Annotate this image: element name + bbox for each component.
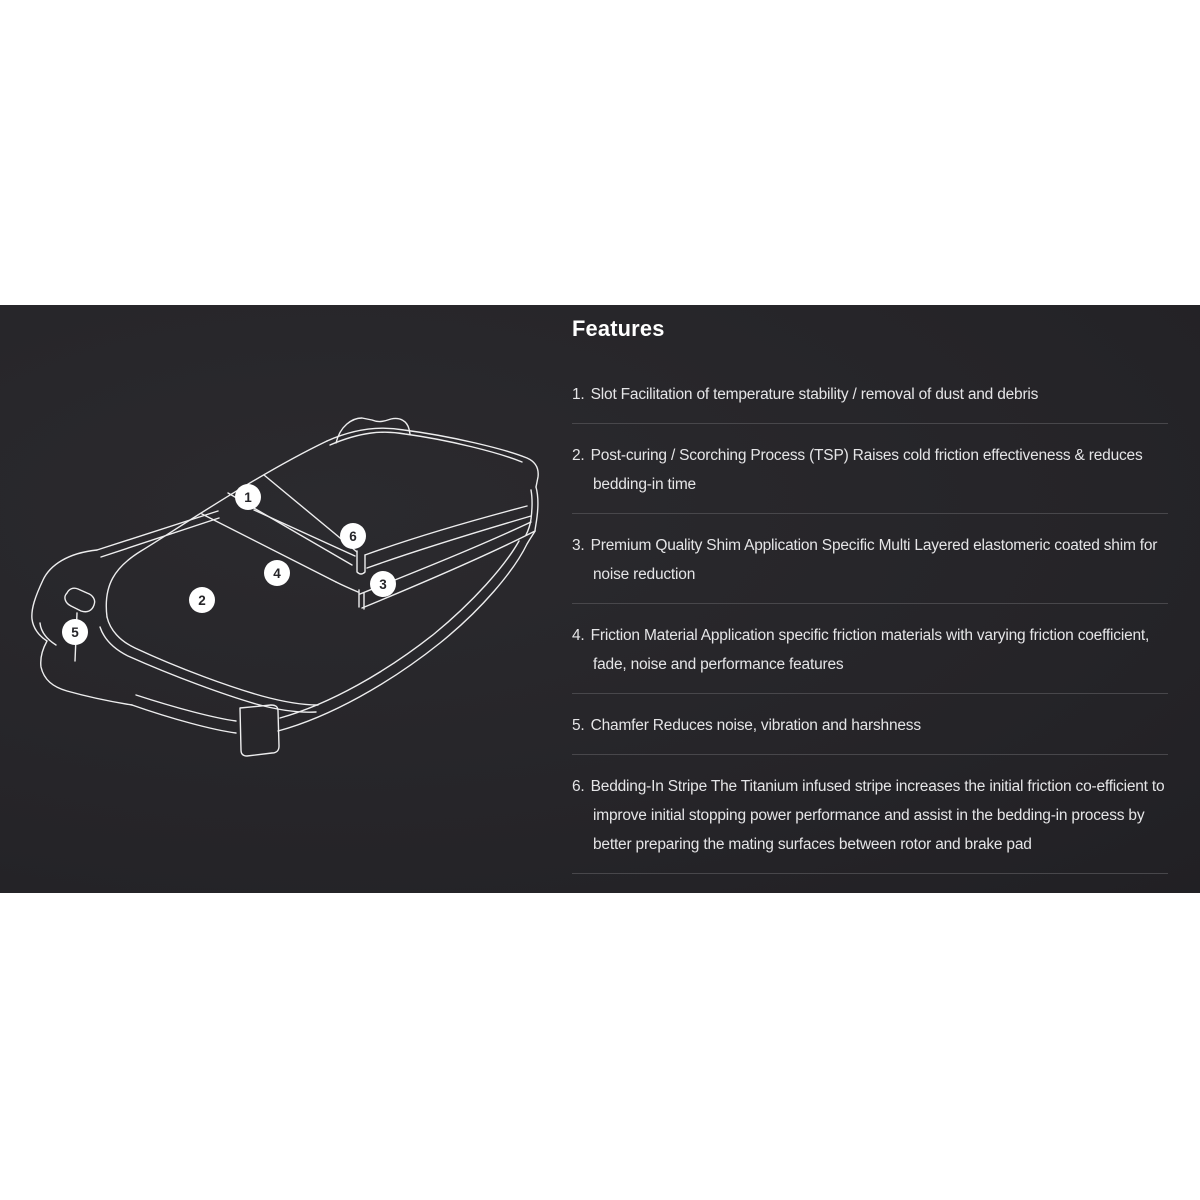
feature-item (572, 755, 1168, 874)
feature-text: Friction Material Application specific friction materials with varying friction coefficient, fade, noise and performance features (590, 627, 1150, 673)
features-heading: Features (572, 316, 665, 341)
feature-text: Premium Quality Shim Application Specific Multi Layered elastomeric coated shim for noise reduction (590, 537, 1158, 583)
svg-text:2: 2 (198, 592, 206, 608)
feature-text: Bedding-In Stripe The Titanium infused stripe increases the initial friction co-efficient to improve initial stopping power performance and assist in the bedding-in process by better preparing the mating surfaces between rotor and brake pad (590, 778, 1165, 853)
callout-marker-4 (264, 560, 290, 586)
feature-number: 3. (572, 537, 585, 554)
feature-item (572, 694, 1168, 755)
feature-item (572, 363, 1168, 424)
callout-group (62, 484, 396, 645)
brake-pad-diagram (0, 305, 560, 893)
feature-number: 6. (572, 778, 585, 795)
callout-marker-2 (189, 587, 215, 613)
feature-item (572, 424, 1168, 514)
brake-pad-outline (32, 418, 538, 756)
feature-text: Post-curing / Scorching Process (TSP) Raises cold friction effectiveness & reduces bedding-in time (590, 447, 1143, 493)
feature-text: Chamfer Reduces noise, vibration and harshness (590, 717, 921, 734)
feature-item (572, 514, 1168, 604)
features-list (572, 363, 1168, 874)
feature-text: Slot Facilitation of temperature stability / removal of dust and debris (590, 386, 1039, 403)
features-panel (0, 305, 1200, 893)
svg-text:4: 4 (273, 565, 281, 581)
feature-number: 4. (572, 627, 585, 644)
callout-marker-6 (340, 523, 366, 549)
brake-pad-line-art (0, 305, 560, 893)
svg-text:6: 6 (349, 528, 357, 544)
callout-marker-3 (370, 571, 396, 597)
features-section (572, 305, 1168, 874)
feature-item (572, 604, 1168, 694)
callout-marker-1 (235, 484, 261, 510)
feature-number: 1. (572, 386, 585, 403)
svg-text:5: 5 (71, 624, 79, 640)
svg-text:3: 3 (379, 576, 387, 592)
callout-marker-5 (62, 619, 88, 645)
svg-text:1: 1 (244, 489, 252, 505)
feature-number: 5. (572, 717, 585, 734)
feature-number: 2. (572, 447, 585, 464)
